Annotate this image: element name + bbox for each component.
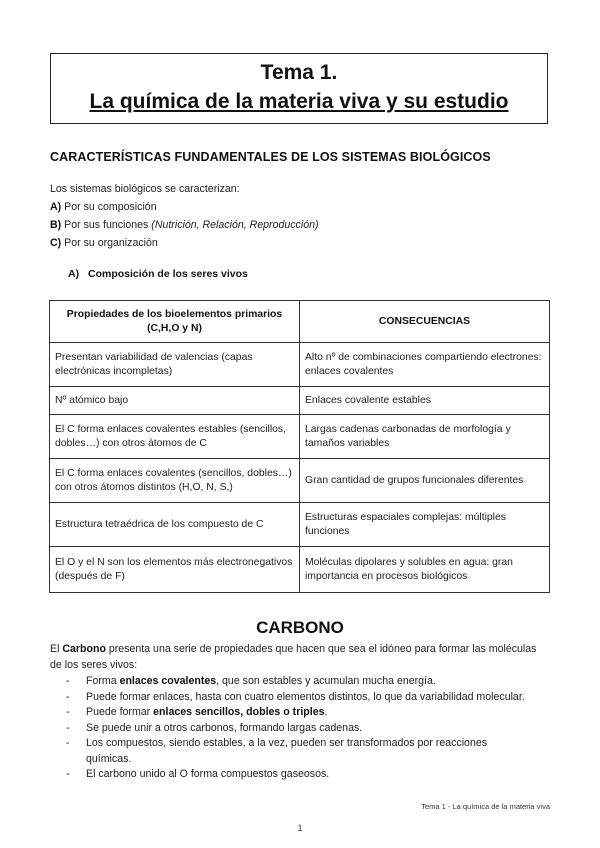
list-text: Puede formar [86,706,154,718]
intro-item-letter: B) [50,219,62,231]
list-dash: - [66,675,70,687]
intro-item-text: Por su composición [64,201,157,213]
intro-item-letter: C) [50,237,62,249]
intro-lead: Los sistemas biológicos se caracterizan: [50,183,240,195]
table-cell: Gran cantidad de grupos funcionales diferentes [300,459,550,503]
intro-item-b [50,216,319,234]
list-item [62,705,532,721]
footer-note: Tema 1 - La química de la materia viva [421,802,550,811]
title-line1: Tema 1. [260,61,338,84]
table-cell: El O y el N son los elementos más electronegativos (después de F) [50,547,300,593]
intro-item-letter: A) [50,201,62,213]
list-item [62,736,532,767]
table-row [50,343,550,387]
subheading-letter: A) [68,268,80,280]
subheading-text: Composición de los seres vivos [88,268,248,280]
title-line2: La química de la materia viva y su estudio [89,90,509,113]
intro-item-italic: (Nutrición, Relación, Reproducción) [151,219,319,231]
list-dash: - [66,721,70,734]
table-cell: El C forma enlaces covalentes estables (sencillos, dobles…) con otros átomos de C [50,415,300,459]
list-bold: enlaces sencillos, dobles o triples [153,706,325,718]
table-cell: Estructuras espaciales complejas: múltiples funciones [300,503,550,547]
table-row [50,415,550,459]
intro-block [50,180,319,252]
table-row [50,387,550,415]
list-item [62,690,532,706]
list-dash: - [66,737,70,749]
intro-item-text: Por sus funciones [64,219,152,231]
title-box [50,53,548,124]
section-heading: CARACTERÍSTICAS FUNDAMENTALES DE LOS SISTEMAS BIOLÓGICOS [50,150,491,164]
intro-item-text: Por su organización [64,237,158,249]
list-bold: enlaces covalentes [119,675,217,687]
list-text: Puede formar enlaces, hasta con cuatro elementos distintos, lo que da variabilidad molecular. [86,690,525,703]
carbono-intro-bold: Carbono [62,643,106,655]
list-text: , que son estables y acumulan mucha energía. [216,675,436,687]
carbono-intro-post: presenta una serie de propiedades que hacen que sea el idóneo para formar las moléculas de los seres vivos: [50,643,537,671]
table-cell: Presentan variabilidad de valencias (capas electrónicas incompletas) [50,343,300,387]
table-row [50,459,550,503]
list-dash: - [66,706,70,718]
carbono-intro-pre: El [50,643,63,655]
table-cell: Enlaces covalente estables [300,387,550,415]
intro-item-a [50,198,319,216]
table-cell: Nº atómico bajo [50,387,300,415]
page-number: 1 [297,823,303,833]
list-item [62,767,532,783]
list-text: Los compuestos, siendo estables, a la vez, pueden ser transformados por reacciones químicas. [86,737,488,765]
subheading [68,268,248,280]
table-row [50,547,550,593]
table-header-row [50,301,550,343]
table-cell: Estructura tetraédrica de los compuesto de C [50,503,300,547]
carbono-intro [50,642,550,673]
carbono-heading: CARBONO [256,618,344,637]
table-cell: Alto nº de combinaciones compartiendo electrones: enlaces covalentes [300,343,550,387]
list-text: Forma [86,675,120,687]
list-text: El carbono unido al O forma compuestos gaseosos. [86,768,330,780]
carbono-list [62,674,532,783]
table-cell: El C forma enlaces covalentes (sencillos, dobles…) con otros átomos distintos (H,O, N, S,) [50,459,300,503]
list-item [62,721,532,737]
intro-item-c [50,234,319,252]
list-dash: - [66,690,70,703]
properties-table [49,300,550,593]
list-text: Se puede unir a otros carbonos, formando largas cadenas. [86,721,363,734]
table-row [50,503,550,547]
list-text: . [324,706,328,718]
table-header: Propiedades de los bioelementos primarios (C,H,O y N) [50,301,300,343]
table-cell: Largas cadenas carbonadas de morfología y tamaños variables [300,415,550,459]
table-header: CONSECUENCIAS [300,301,550,343]
list-dash: - [66,768,70,780]
list-item [62,674,532,690]
table-cell: Moléculas dipolares y solubles en agua: gran importancia en procesos biológicos [300,547,550,593]
